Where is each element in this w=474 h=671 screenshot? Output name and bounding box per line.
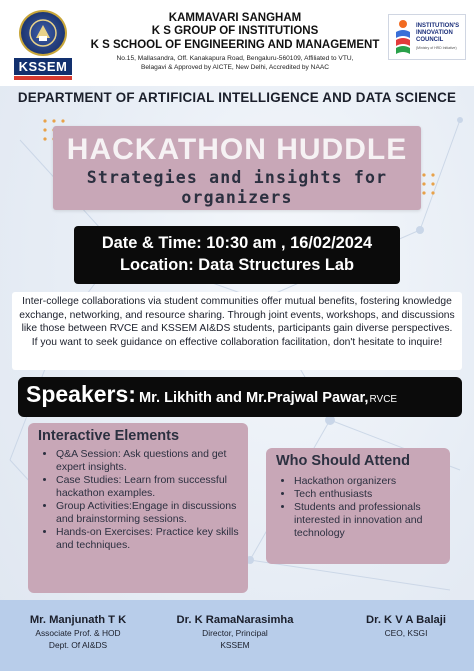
address <box>90 54 380 72</box>
header <box>0 0 474 86</box>
school-name: K S SCHOOL OF ENGINEERING AND MANAGEMENT <box>90 39 380 51</box>
list-item: • Hands-on Exercises: Practice key skills and techniques. <box>56 526 240 552</box>
event-title: HACKATHON HUDDLE <box>66 133 408 166</box>
event-description: Inter-college collaborations via student communities offer mutual benefits, fostering knowledge exchange, networking, and resource sharing. Through joint events, workshops, and discussions like those between RVCE and KSSEM AI&DS students, participants gain diverse perspectives. If you want to seek guidance on effective collaboration facilitation, don't hesitate to inquire! <box>12 292 462 370</box>
list-item: • Hackathon organizers <box>294 475 440 488</box>
interactive-elements-box <box>28 423 248 593</box>
kssem-logo <box>12 10 74 80</box>
list-item: • Tech enthusiasts <box>294 488 440 501</box>
group-name: K S GROUP OF INSTITUTIONS <box>151 25 319 37</box>
interactive-elements-list <box>38 448 240 552</box>
signatory-institution: KSSEM <box>220 640 250 650</box>
speaker-names: Mr. Likhith and Mr.Prajwal Pawar, <box>138 390 369 406</box>
list-item: • Group Activities:Engage in discussions and brainstorming sessions. <box>56 500 240 526</box>
date-location-box <box>74 226 400 284</box>
iic-logo-text: INSTITUTION'S INNOVATION COUNCIL (Ministry of HRD Initiative) <box>416 22 460 50</box>
who-should-attend-list <box>276 475 440 540</box>
address-line-1: No.15, Mallasandra, Off. Kanakapura Road, Bengaluru-560109, Affiliated to VTU, <box>116 55 354 62</box>
event-date-time: Date & Time: 10:30 am , 16/02/2024 <box>101 234 373 252</box>
interactive-elements-heading: Interactive Elements <box>38 428 180 444</box>
list-item: • Case Studies: Learn from successful hackathon examples. <box>56 474 240 500</box>
signatory-role: Associate Prof. & HOD <box>35 628 121 638</box>
iic-logo <box>388 14 466 60</box>
department-title: DEPARTMENT OF ARTIFICIAL INTELLIGENCE AND DATA SCIENCE <box>17 90 457 105</box>
signatory-role: CEO, KSGI <box>384 628 428 638</box>
event-location: Location: Data Structures Lab <box>119 256 355 274</box>
signatory-dept: Dept. Of AI&DS <box>48 640 108 650</box>
footer-signatories <box>0 600 474 671</box>
institution-emblem-icon <box>19 10 67 56</box>
who-should-attend-heading: Who Should Attend <box>276 453 410 469</box>
signatory-name: Dr. K V A Balaji <box>366 614 446 626</box>
sangham-name: KAMMAVARI SANGHAM <box>168 12 302 24</box>
speakers-banner <box>18 377 462 417</box>
list-item: • Q&A Session: Ask questions and get expert insights. <box>56 448 240 474</box>
logo-underline <box>14 76 72 80</box>
signatory-name: Mr. Manjunath T K <box>29 614 127 626</box>
signatory-name: Dr. K RamaNarasimha <box>176 614 294 626</box>
signatory-ceo <box>348 614 464 638</box>
signatory-principal <box>170 614 300 650</box>
event-subtitle: Strategies and insights for organizers <box>86 168 388 207</box>
address-line-2: Belagavi & Approved by AICTE, New Delhi, Accredited by NAAC <box>140 64 329 71</box>
event-title-box <box>53 126 421 210</box>
signatory-role: Director, Principal <box>202 628 268 638</box>
speakers-label: Speakers: <box>26 381 136 407</box>
who-should-attend-box <box>266 448 450 564</box>
institution-heading <box>90 12 380 72</box>
list-item: • Students and professionals interested in innovation and technology <box>294 501 440 540</box>
speaker-organization: RVCE <box>369 394 398 405</box>
iic-mark-icon <box>392 18 414 56</box>
kssem-logo-text: KSSEM <box>14 58 73 75</box>
signatory-hod <box>14 614 142 650</box>
